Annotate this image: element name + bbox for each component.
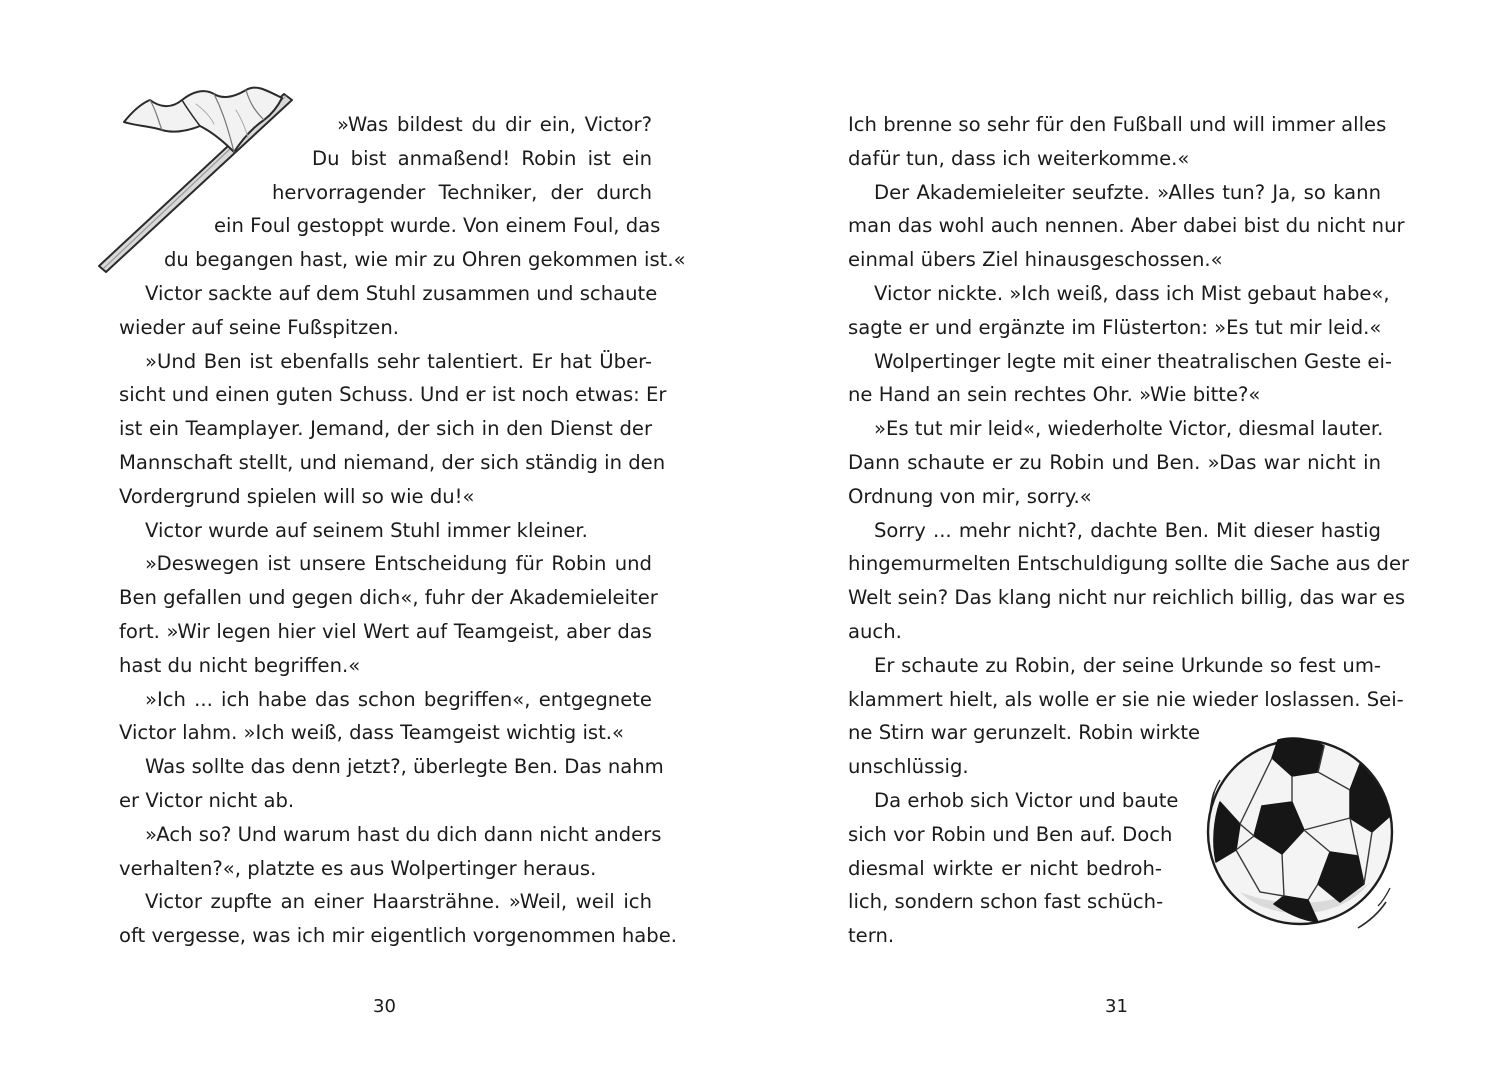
text-line: du begangen hast, wie mir zu Ohren gekommen ist.« [164,248,686,272]
text-line: »Ich ... ich habe das schon begriffen«, entgegnete [145,687,652,711]
text-line: »Deswegen ist unsere Entscheidung für Robin und [145,552,652,576]
text-line: lich, sondern schon fast schüch- [848,890,1164,914]
text-line: Er schaute zu Robin, der seine Urkunde so fest um- [874,653,1381,677]
text-line: Ordnung von mir, sorry.« [848,484,1092,508]
text-line: sagte er und ergänzte im Flüsterton: »Es tut mir leid.« [848,315,1382,339]
text-line: Victor wurde auf seinem Stuhl immer kleiner. [145,518,588,542]
text-line: Da erhob sich Victor und baute [874,788,1179,812]
left-page-text [119,108,686,953]
text-line: Wolpertinger legte mit einer theatralischen Geste ei- [874,349,1392,373]
text-line: Vordergrund spielen will so wie du!« [119,484,475,508]
text-line: sich vor Robin und Ben auf. Doch [848,822,1173,846]
text-line: Welt sein? Das klang nicht nur reichlich billig, das war es [848,586,1406,610]
text-line: Victor nickte. »Ich weiß, dass ich Mist gebaut habe«, [874,281,1390,305]
text-line: sicht und einen guten Schuss. Und er ist noch etwas: Er [119,383,667,407]
page-number: 31 [1105,996,1128,1017]
text-line: hervorragender Techniker, der durch [272,180,652,204]
text-line: ein Foul gestoppt wurde. Von einem Foul, das [214,214,661,238]
text-line: Mannschaft stellt, und niemand, der sich ständig in den [119,450,666,474]
text-line: ne Stirn war gerunzelt. Robin wirkte [848,721,1201,745]
text-line: ne Hand an sein rechtes Ohr. »Wie bitte?« [848,383,1261,407]
text-line: »Und Ben ist ebenfalls sehr talentiert. Er hat Über- [145,349,652,373]
text-line: diesmal wirkte er nicht bedroh- [848,856,1162,880]
text-line: »Ach so? Und warum hast du dich dann nicht anders [145,822,662,846]
text-line: Der Akademieleiter seufzte. »Alles tun? Ja, so kann [874,180,1381,204]
text-line: Ich brenne so sehr für den Fußball und will immer alles [848,113,1387,136]
text-line: oft vergesse, was ich mir eigentlich vorgenommen habe. [119,924,677,948]
text-line: wieder auf seine Fußspitzen. [119,315,399,339]
text-line: fort. »Wir legen hier viel Wert auf Teamgeist, aber das [119,619,652,643]
text-line: Victor sackte auf dem Stuhl zusammen und schaute [145,281,658,305]
text-line: hast du nicht begriffen.« [119,653,361,677]
text-line: man das wohl auch nennen. Aber dabei bist du nicht nur [848,214,1405,238]
text-line: auch. [848,619,902,643]
text-line: ist ein Teamplayer. Jemand, der sich in den Dienst der [119,417,652,441]
text-line: »Was bildest du dir ein, Victor? [337,113,652,136]
text-line: unschlüssig. [848,755,969,779]
text-line: »Es tut mir leid«, wiederholte Victor, diesmal lauter. [874,417,1384,441]
text-line: Ben gefallen und gegen dich«, fuhr der Akademieleiter [119,586,658,610]
text-line: er Victor nicht ab. [119,788,295,812]
text-line: Victor lahm. »Ich weiß, dass Teamgeist wichtig ist.« [119,721,624,745]
soccer-ball-illustration [1200,732,1400,932]
text-line: Du bist anmaßend! Robin ist ein [312,146,652,170]
text-line: Sorry ... mehr nicht?, dachte Ben. Mit dieser hastig [874,518,1381,542]
text-line: Victor zupfte an einer Haarsträhne. »Weil, weil ich [145,890,652,914]
text-line: dafür tun, dass ich weiterkomme.« [848,146,1190,170]
text-line: tern. [848,924,895,948]
page-number: 30 [373,996,396,1017]
right-page [750,0,1500,1087]
text-line: hingemurmelten Entschuldigung sollte die Sache aus der [848,552,1410,576]
text-line: verhalten?«, platzte es aus Wolpertinger heraus. [119,856,597,880]
text-line: Was sollte das denn jetzt?, überlegte Ben. Das nahm [145,755,664,779]
text-line: einmal übers Ziel hinausgeschossen.« [848,248,1223,272]
text-line: Dann schaute er zu Robin und Ben. »Das war nicht in [848,450,1381,474]
text-line: klammert hielt, als wolle er sie nie wieder loslassen. Sei- [848,687,1404,711]
